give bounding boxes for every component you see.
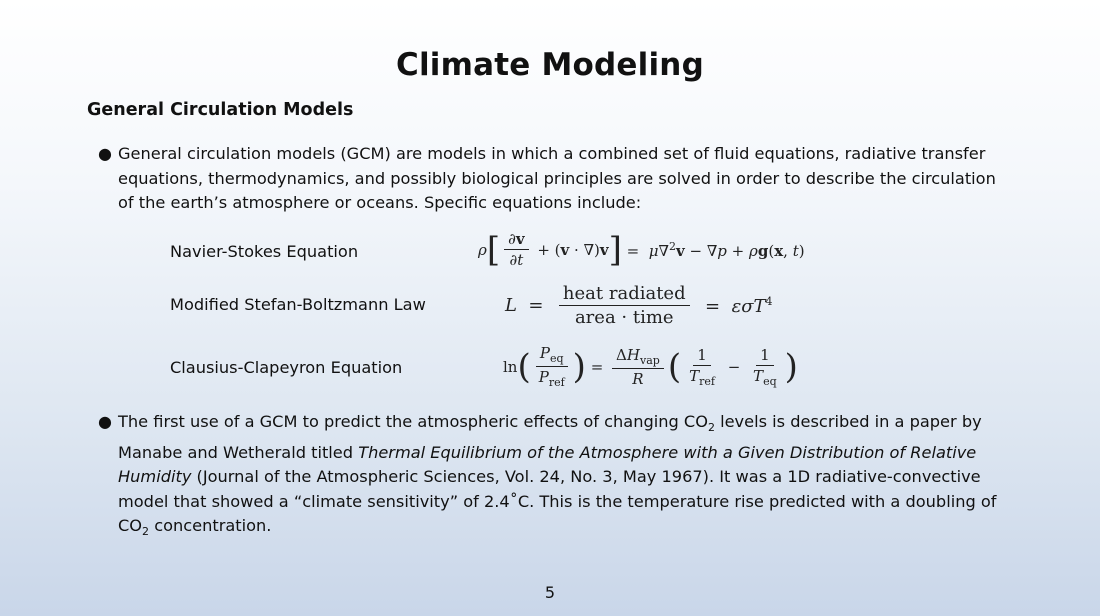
bullet-manabe-wetherald (98, 410, 1008, 545)
clausius-clapeyron-label: Clausius-Clapeyron Equation (170, 358, 403, 377)
bullet2-text-part2: levels is described in a paper by Manabe and Wetherald titled (118, 412, 982, 462)
page-number: 5 (544, 583, 556, 602)
clausius-clapeyron-equation: ln ( $\frac{P_{eq}}{P_{ref}}$ ) = $\frac{\Delta H_{vap}}{R}$ ( $\frac{1}{T_{ref}}$ − $\frac{1}{T_{eq}}$ ) (503, 344, 798, 389)
bullet-dot-icon: ● (98, 144, 112, 163)
stefan-boltzmann-equation: L = $\frac{\text{heat radiated}}{\text{area · time}}$ = εσT$^4$ (505, 283, 773, 328)
stefan-numerator: heat radiated (559, 283, 690, 306)
paper-title: Thermal Equilibrium of the Atmosphere with a Given Distribution of Relative Humidity (118, 442, 977, 487)
co2-subscript: 2 (142, 525, 150, 539)
navier-stokes-equation: ρ [ $\frac{\partial v}{\partial t}$ + (v · ∇)v ] = μ∇$^2$v − ∇p + ρg(x, t) (478, 229, 805, 270)
bullet-gcm-definition (98, 142, 1008, 216)
co2-subscript: 2 (707, 421, 715, 435)
stefan-denominator: area · time (574, 307, 674, 328)
navier-stokes-label: Navier-Stokes Equation (170, 242, 359, 261)
bullet2-text-part4: concentration. (149, 516, 272, 536)
slide-title: Climate Modeling (396, 47, 704, 83)
section-heading: General Circulation Models (87, 100, 354, 120)
bullet-dot-icon: ● (98, 412, 112, 431)
bullet2-text-part1: The first use of a GCM to predict the atmospheric effects of changing CO (118, 412, 708, 431)
bullet-text: General circulation models (GCM) are models in which a combined set of fluid equations, radiative transfer equations, thermodynamics, and possibly biological principles are solved in order to describe the circulation of the earth’s atmosphere or oceans. Specific equations include: (118, 144, 996, 212)
stefan-boltzmann-label: Modified Stefan-Boltzmann Law (170, 295, 426, 314)
bullet2-text-part3: (Journal of the Atmospheric Sciences, Vol. 24, No. 3, May 1967). It was a 1D radiative-convective model that showed a “climate sensitivity” of 2.4˚C. This is the temperature rise predicted with a doubling of CO (118, 467, 997, 536)
